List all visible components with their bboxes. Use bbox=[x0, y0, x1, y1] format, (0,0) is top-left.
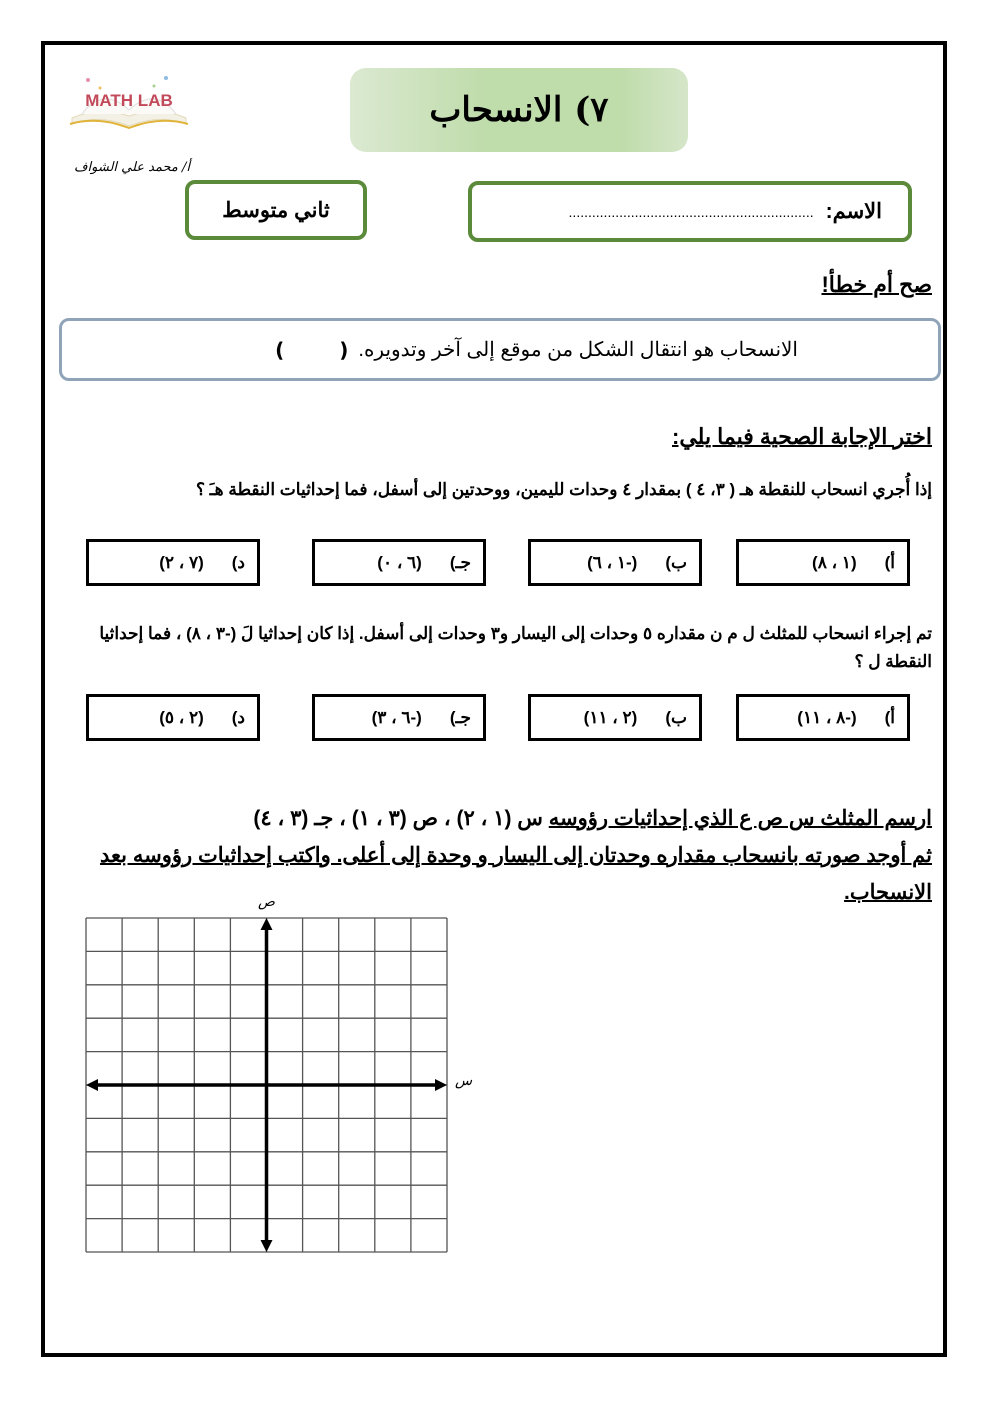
q2-option-c[interactable] bbox=[312, 694, 486, 741]
question-1-text: إذا أُجري انسحاب للنقطة هـ ( ٣، ٤ ) بمقدار ٤ وحدات لليمين، ووحدتين إلى أسفل، فما إحداثيات النقطة هـَ ؟ bbox=[195, 480, 932, 499]
option-letter: جـ) bbox=[449, 552, 471, 572]
name-field-box[interactable] bbox=[468, 181, 912, 242]
q2-option-d[interactable] bbox=[86, 694, 260, 741]
x-axis-arrow-right bbox=[435, 1079, 447, 1091]
true-false-answer-blank[interactable]: ( ) bbox=[275, 337, 349, 362]
coordinate-grid[interactable] bbox=[70, 890, 490, 1270]
option-value: (٦ ، ٠) bbox=[377, 552, 422, 572]
drawing-task-vertices: س (١ ، ٢) ، ص (٣ ، ١) ، جـ (٣ ، ٤) bbox=[253, 807, 549, 830]
q1-option-a[interactable] bbox=[736, 539, 910, 586]
option-value: (٢ ، ٥) bbox=[159, 707, 204, 727]
true-false-heading: صح أم خطأ! bbox=[821, 272, 932, 297]
math-lab-logo bbox=[68, 66, 190, 134]
y-axis-label: ص bbox=[258, 894, 275, 910]
question-2-text: تم إجراء انسحاب للمثلث ل م ن مقداره ٥ وحدات إلى اليسار و٣ وحدات إلى أسفل. إذا كان إحداثيا لَ (-٣ ، ٨) ، فما إحداثيا النقطة ل ؟ bbox=[99, 624, 932, 671]
q2-option-a[interactable] bbox=[736, 694, 910, 741]
multiple-choice-heading: اختر الإجابة الصحية فيما يلي: bbox=[672, 424, 932, 449]
option-value: (٧ ، ٢) bbox=[159, 552, 204, 572]
name-label: الاسم: bbox=[825, 200, 882, 223]
option-letter: ب) bbox=[665, 552, 687, 572]
drawing-task-line1: ارسم المثلث س ص ع الذي إحداثيات رؤوسه bbox=[548, 807, 932, 830]
option-letter: د) bbox=[231, 707, 245, 727]
page-title: ٧) الانسحاب bbox=[429, 90, 609, 130]
q2-option-b[interactable] bbox=[528, 694, 702, 741]
option-letter: ب) bbox=[665, 707, 687, 727]
drawing-task-line2: ثم أوجد صورته بانسحاب مقداره وحدتان إلى اليسار و وحدة إلى أعلى. واكتب إحداثيات رؤوسه بعد الانسحاب. bbox=[100, 844, 932, 904]
y-axis-arrow-up bbox=[261, 918, 273, 930]
option-value: (-٦ ، ٣) bbox=[371, 707, 422, 727]
teacher-name: أ/ محمد علي الشواف bbox=[74, 160, 190, 175]
option-value: (٢ ، ١١) bbox=[583, 707, 638, 727]
option-letter: أ) bbox=[884, 552, 895, 572]
name-input-line[interactable]: ............................................................... bbox=[568, 203, 814, 220]
x-axis-arrow-left bbox=[86, 1079, 98, 1091]
grade-label: ثاني متوسط bbox=[222, 198, 330, 222]
option-letter: جـ) bbox=[449, 707, 471, 727]
q1-option-c[interactable] bbox=[312, 539, 486, 586]
q1-option-b[interactable] bbox=[528, 539, 702, 586]
logo-text: MATH LAB bbox=[85, 91, 173, 110]
true-false-question-box bbox=[59, 318, 941, 381]
x-axis-label: س bbox=[455, 1073, 473, 1089]
title-banner bbox=[350, 68, 688, 152]
question-2-options bbox=[86, 694, 910, 741]
option-value: (-١ ، ٦) bbox=[587, 552, 638, 572]
option-value: (-٨ ، ١١) bbox=[797, 707, 857, 727]
option-letter: د) bbox=[231, 552, 245, 572]
option-letter: أ) bbox=[884, 707, 895, 727]
true-false-statement: الانسحاب هو انتقال الشكل من موقع إلى آخر وتدويره. bbox=[358, 339, 798, 361]
y-axis-arrow-down bbox=[261, 1240, 273, 1252]
grade-box bbox=[185, 180, 367, 240]
q1-option-d[interactable] bbox=[86, 539, 260, 586]
option-value: (١ ، ٨) bbox=[812, 552, 857, 572]
question-1-options bbox=[86, 539, 910, 586]
axes bbox=[86, 918, 447, 1252]
